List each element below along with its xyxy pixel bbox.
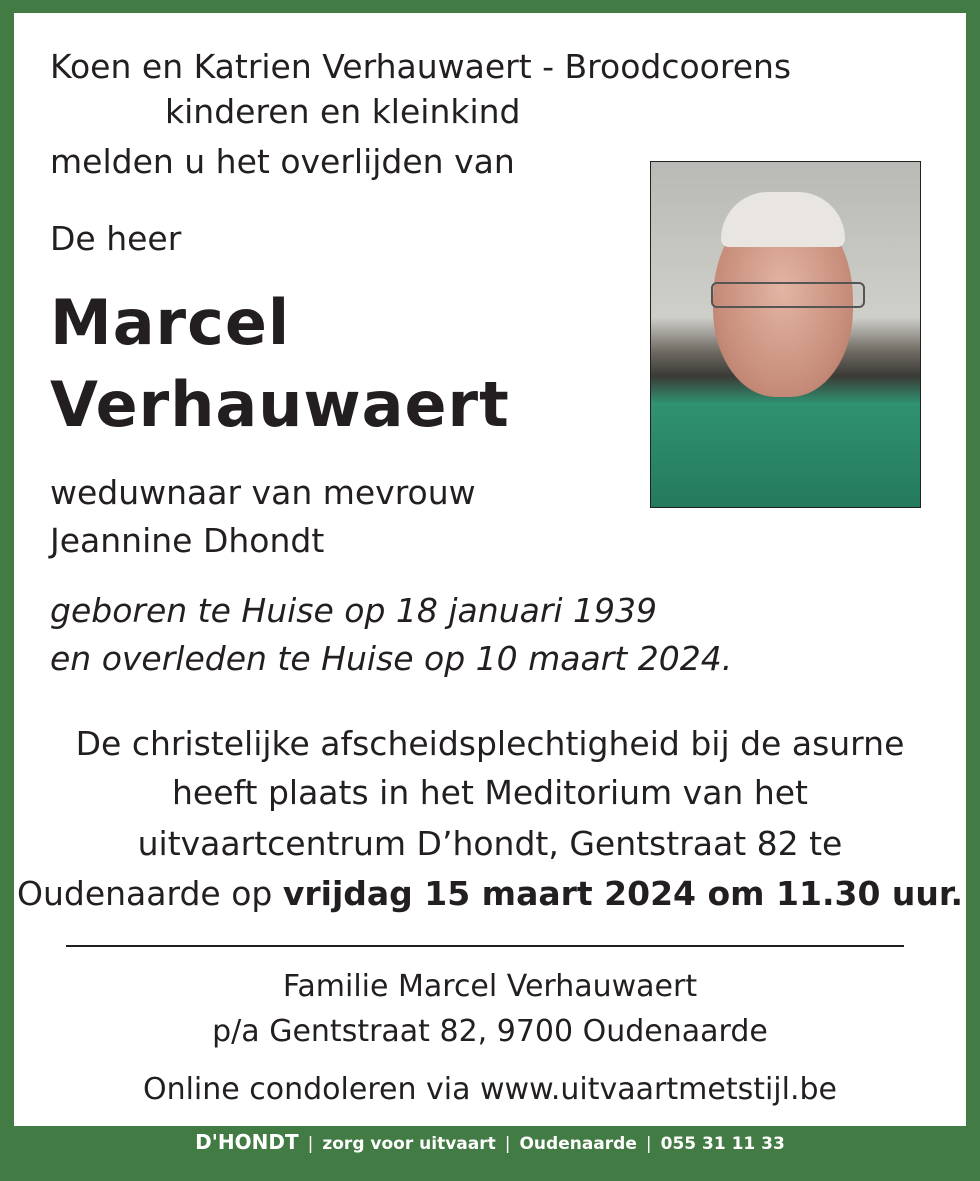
separator: | [307, 1134, 314, 1154]
birth-line: geboren te Huise op 18 januari 1939 [50, 591, 658, 630]
spouse-name: Jeannine Dhondt [50, 521, 325, 560]
portrait-hair [721, 192, 845, 247]
last-name: Verhauwaert [50, 368, 510, 441]
family-line: Koen en Katrien Verhauwaert - Broodcoorens [50, 47, 792, 86]
contact-address: p/a Gentstraat 82, 9700 Oudenaarde [212, 1014, 768, 1049]
ceremony-date-time: vrijdag 15 maart 2024 om 11.30 uur. [282, 874, 963, 913]
footer-phone: 055 31 11 33 [660, 1134, 785, 1154]
ceremony-line-3: uitvaartcentrum D’hondt, Gentstraat 82 te [137, 824, 843, 863]
ceremony-prefix: Oudenaarde op [17, 874, 283, 913]
footer-tagline: zorg voor uitvaart [322, 1134, 496, 1154]
footer-city: Oudenaarde [519, 1134, 637, 1154]
footer-bar [0, 1130, 980, 1154]
first-name: Marcel [50, 286, 291, 359]
online-condolences: Online condoleren via www.uitvaartmetstijl.be [142, 1072, 838, 1107]
portrait-photo [650, 161, 921, 508]
ceremony-line-1: De christelijke afscheidsplechtigheid bij de asurne [75, 724, 905, 763]
separator: | [504, 1134, 511, 1154]
portrait-glasses [711, 282, 865, 308]
title-line: De heer [50, 219, 182, 258]
widower-line: weduwnaar van mevrouw [50, 473, 476, 512]
ceremony-line-4 [0, 874, 980, 913]
death-line: en overleden te Huise op 10 maart 2024. [50, 639, 733, 678]
children-line: kinderen en kleinkind [165, 92, 521, 131]
separator: | [645, 1134, 652, 1154]
announce-line: melden u het overlijden van [50, 142, 515, 181]
contact-family: Familie Marcel Verhauwaert [282, 969, 698, 1004]
brand-logo: D'HONDT [195, 1130, 299, 1154]
divider [66, 945, 904, 947]
ceremony-line-2: heeft plaats in het Meditorium van het [171, 773, 808, 812]
